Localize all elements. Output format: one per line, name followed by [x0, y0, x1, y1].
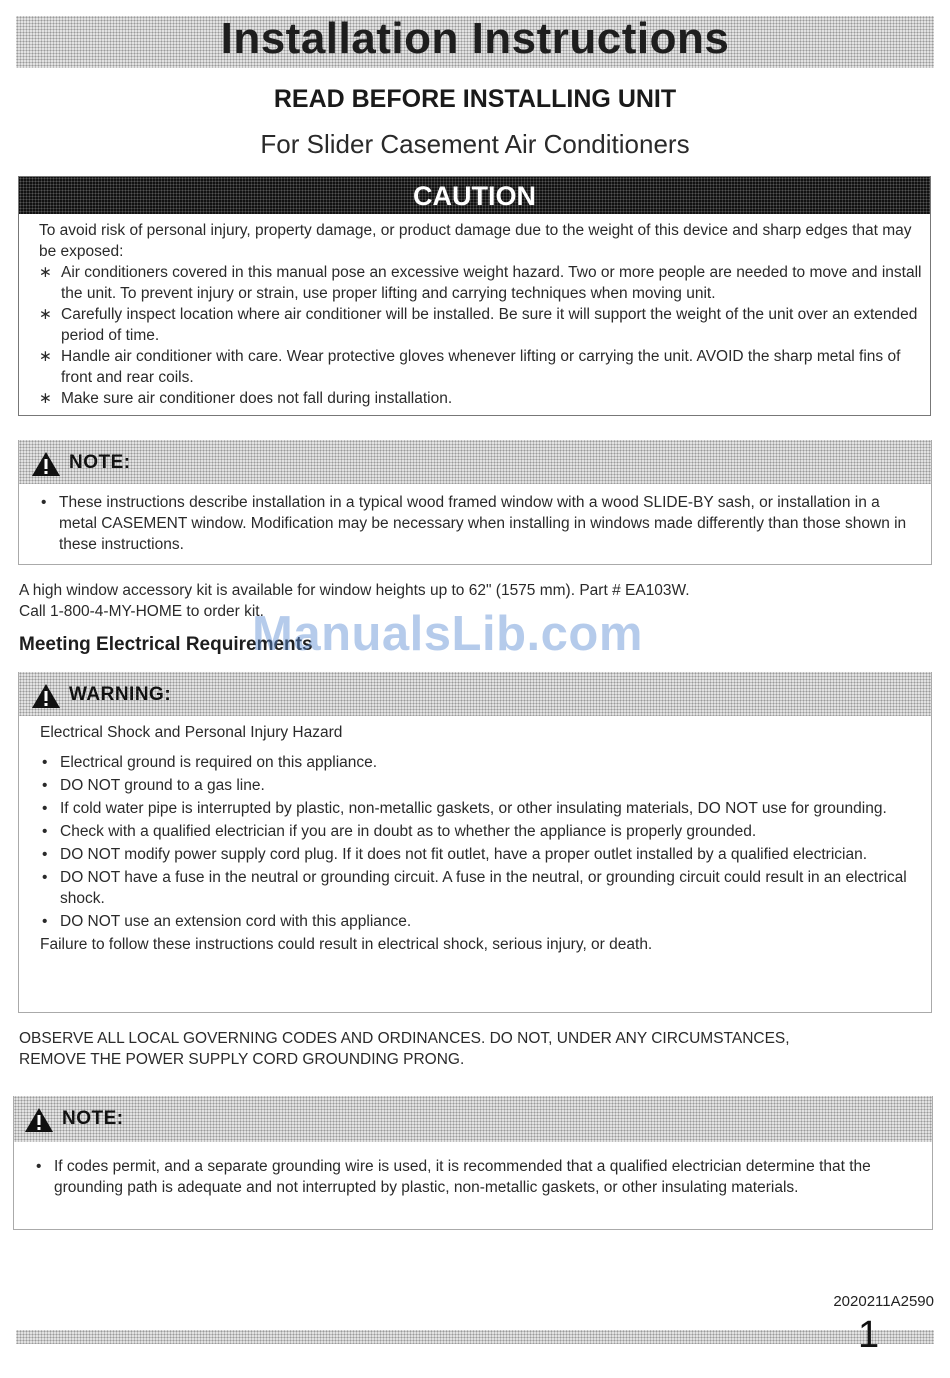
- warning-box: [18, 672, 932, 1013]
- note-header: [19, 440, 931, 484]
- electrical-section-heading: Meeting Electrical Requirements: [19, 634, 313, 655]
- note-label: NOTE:: [69, 452, 131, 473]
- warning-header: [19, 672, 931, 716]
- warning-triangle-icon: [24, 1107, 54, 1133]
- warning-item: • DO NOT ground to a gas line.: [42, 777, 265, 794]
- warning-item: • Check with a qualified electrician if you are in doubt as to whether the appliance is properly grounded.: [42, 823, 757, 840]
- caution-item: ∗ Carefully inspect location where air conditioner will be installed. Be sure it will support the weight of the unit over an extended period of time.: [39, 306, 918, 344]
- note-box-grounding: [13, 1096, 933, 1230]
- bullet-dot-icon: •: [42, 754, 48, 771]
- caution-heading: CAUTION: [19, 177, 930, 214]
- footer-band: [16, 1330, 934, 1344]
- bullet-dot-icon: •: [42, 800, 48, 817]
- accessory-kit-text: A high window accessory kit is available for window heights up to 62" (1575 mm). Part # EA103W. Call 1-800-4-MY-HOME to order kit.: [19, 582, 690, 620]
- note-item: • If codes permit, and a separate grounding wire is used, it is recommended that a qualified electrician determine that the grounding path is adequate and not interrupted by plastic, non-metallic gaskets, or other insulating materials.: [36, 1158, 871, 1196]
- note-label: NOTE:: [62, 1108, 124, 1129]
- bullet-dot-icon: •: [42, 777, 48, 794]
- caution-item: ∗ Make sure air conditioner does not fall during installation.: [39, 390, 453, 407]
- warning-item: • DO NOT use an extension cord with this appliance.: [42, 913, 412, 930]
- asterisk-bullet-icon: ∗: [39, 348, 52, 365]
- bullet-dot-icon: •: [42, 869, 48, 886]
- note-item: • These instructions describe installation in a typical wood framed window with a wood SLIDE-BY sash, or installation in a metal CASEMENT window. Modification may be necessary when installing in windows made differently than those shown in these instructions.: [41, 494, 907, 553]
- warning-triangle-icon: [31, 683, 61, 709]
- warning-item: • Electrical ground is required on this appliance.: [42, 754, 378, 771]
- read-before-heading: READ BEFORE INSTALLING UNIT: [273, 85, 677, 113]
- bullet-dot-icon: •: [41, 494, 47, 511]
- bullet-dot-icon: •: [42, 823, 48, 840]
- caution-item: ∗ Air conditioners covered in this manual pose an excessive weight hazard. Two or more people are needed to move and install the unit. To prevent injury or strain, use proper lifting and carrying techniques when moving unit.: [39, 264, 922, 302]
- bullet-dot-icon: •: [42, 846, 48, 863]
- note-header: [14, 1096, 932, 1142]
- note-box: [18, 440, 932, 565]
- warning-item: • DO NOT modify power supply cord plug. If it does not fit outlet, have a proper outlet installed by a qualified electrician.: [42, 846, 867, 863]
- hazard-title: Electrical Shock and Personal Injury Hazard: [40, 724, 343, 741]
- warning-item: • DO NOT have a fuse in the neutral or grounding circuit. A fuse in the neutral, or grounding circuit could result in an electrical shock.: [42, 869, 907, 907]
- page-number: 1: [858, 1314, 880, 1356]
- warning-item: • If cold water pipe is interrupted by plastic, non-metallic gaskets, or other insulating materials, DO NOT use for grounding.: [42, 800, 887, 817]
- product-subtitle: For Slider Casement Air Conditioners: [260, 129, 690, 159]
- observe-codes-text: OBSERVE ALL LOCAL GOVERNING CODES AND ORDINANCES. DO NOT, UNDER ANY CIRCUMSTANCES, REMOVE THE POWER SUPPLY CORD GROUNDING PRONG.: [19, 1030, 790, 1068]
- warning-triangle-icon: [31, 451, 61, 477]
- page-title: Installation Instructions: [220, 14, 730, 63]
- asterisk-bullet-icon: ∗: [39, 306, 52, 323]
- bullet-dot-icon: •: [42, 913, 48, 930]
- caution-box: [18, 176, 931, 416]
- caution-intro: To avoid risk of personal injury, property damage, or product damage due to the weight of this device and sharp edges that may be exposed:: [39, 222, 912, 260]
- bullet-dot-icon: •: [36, 1158, 42, 1175]
- caution-item: ∗ Handle air conditioner with care. Wear protective gloves whenever lifting or carrying the unit. AVOID the sharp metal fins of front and rear coils.: [39, 348, 901, 386]
- watermark: ManualsLib.com: [252, 607, 643, 661]
- warning-label: WARNING:: [69, 684, 172, 705]
- asterisk-bullet-icon: ∗: [39, 390, 52, 407]
- failure-statement: Failure to follow these instructions could result in electrical shock, serious injury, or death.: [40, 936, 653, 953]
- asterisk-bullet-icon: ∗: [39, 264, 52, 281]
- document-code: 2020211A2590: [833, 1293, 934, 1310]
